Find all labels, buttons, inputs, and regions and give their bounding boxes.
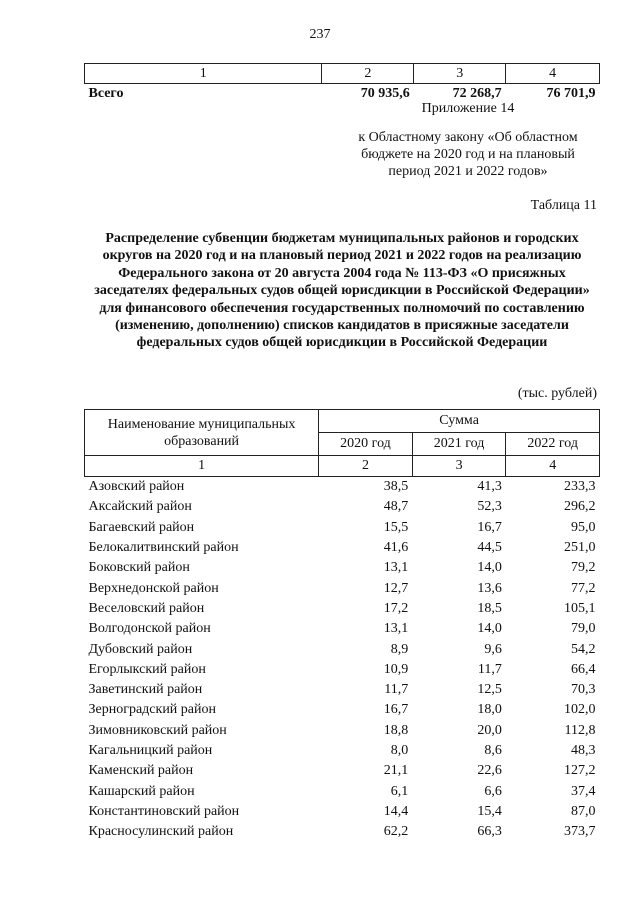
district-name: Белокалитвинский район: [88, 540, 239, 556]
value-2022: 79,0: [571, 621, 596, 637]
table-row: [85, 619, 600, 639]
value-2021: 66,3: [477, 824, 502, 840]
table-row: [85, 639, 600, 659]
table-row: [85, 558, 600, 578]
value-2021: 6,6: [484, 783, 502, 799]
page-number: 237: [309, 27, 331, 42]
table-row: [85, 477, 600, 498]
table-row: [85, 518, 600, 538]
district-name: Заветинский район: [88, 682, 203, 698]
header-year: 2020 год: [319, 433, 413, 456]
value-2021: 13,6: [477, 580, 502, 596]
value-2022: 296,2: [564, 499, 596, 515]
value-2021: 11,7: [477, 661, 502, 677]
value-2020: 17,2: [383, 600, 409, 616]
district-name: Боковский район: [88, 560, 190, 576]
table-row: [85, 660, 600, 680]
column-number: 3: [414, 64, 506, 84]
value-2022: 54,2: [571, 641, 596, 657]
value-2022: 251,0: [564, 540, 596, 556]
header-year: 2021 год: [412, 433, 506, 456]
value-2021: 41,3: [477, 479, 502, 495]
value-2022: 127,2: [564, 763, 596, 779]
value-2021: 44,5: [477, 540, 502, 556]
table-row: [85, 700, 600, 720]
value-2022: 77,2: [571, 580, 596, 596]
document-title: Распределение субвенции бюджетам муниципальных районов и городских округов на 2020 год и на плановый период 2021 и 2022 годов на реализацию Федерального закона от 20 августа 2004 года № 113-ФЗ «О присяжных заседателях федеральных судов общей юрисдикции в Российской Федерации» для финансового обеспечения государственных полномочий по составлению (изменению, дополнению) списков кандидатов в присяжные заседатели федеральных судов общей юрисдикции в Российской Федерации: [94, 231, 590, 351]
value-2022: 70,3: [571, 682, 596, 698]
subvention-table: [84, 409, 600, 842]
table-row: [85, 680, 600, 700]
header-name: Наименование муниципальных образований: [85, 410, 319, 456]
table-row: [85, 822, 600, 842]
value-2021: 16,7: [477, 519, 502, 535]
previous-table-continuation: [84, 63, 600, 103]
table-row: [85, 781, 600, 801]
value-2020: 14,4: [383, 803, 409, 819]
value-2020: 8,0: [390, 743, 409, 758]
value-2022: 87,0: [571, 803, 596, 819]
value-2022: 233,3: [564, 479, 596, 495]
value-2020: 48,7: [383, 499, 409, 515]
district-name: Каменский район: [88, 763, 194, 779]
table-row: [85, 802, 600, 822]
column-number: 4: [506, 64, 600, 84]
column-number: 2: [319, 456, 413, 477]
value-2021: 15,4: [477, 803, 502, 819]
district-name: Константиновский район: [88, 803, 240, 819]
total-value: 72 268,7: [452, 86, 502, 101]
table-row: [85, 761, 600, 781]
value-2020: 41,6: [383, 540, 409, 556]
value-2020: 12,7: [383, 580, 409, 596]
district-name: Кашарский район: [88, 783, 195, 799]
district-name: Аксайский район: [88, 499, 192, 515]
appendix-note: [340, 100, 596, 180]
table-row: [85, 599, 600, 619]
district-name: Кагальницкий район: [88, 743, 213, 758]
value-2021: 14,0: [477, 560, 502, 576]
table-row: [85, 721, 600, 741]
column-number: 4: [506, 456, 600, 477]
value-2021: 18,0: [477, 702, 502, 718]
value-2021: 20,0: [477, 722, 502, 738]
value-2021: 22,6: [477, 763, 502, 779]
value-2022: 79,2: [571, 560, 596, 576]
value-2020: 62,2: [383, 824, 409, 840]
appendix-description: к Областному закону «Об областном бюджете на 2020 год и на плановый период 2021 и 2022 годов»: [358, 130, 578, 179]
column-number: 1: [85, 64, 322, 84]
value-2022: 102,0: [564, 702, 596, 718]
value-2022: 66,4: [571, 661, 596, 677]
table-row: [85, 538, 600, 558]
value-2020: 11,7: [384, 682, 409, 698]
value-2020: 15,5: [383, 519, 409, 535]
district-name: Зерноградский район: [88, 702, 216, 718]
total-value: 70 935,6: [360, 86, 410, 101]
district-name: Волгодонской район: [88, 621, 211, 637]
units-label: (тыс. рублей): [517, 386, 597, 401]
value-2021: 14,0: [477, 621, 502, 637]
value-2021: 18,5: [477, 600, 502, 616]
header-row: [85, 410, 600, 433]
district-name: Багаевский район: [88, 519, 195, 535]
value-2021: 9,6: [484, 641, 502, 657]
table-row: [85, 578, 600, 598]
value-2021: 52,3: [477, 499, 502, 515]
value-2020: 13,1: [383, 560, 409, 576]
total-value: 76 701,9: [546, 86, 596, 101]
table-row: [85, 497, 600, 517]
value-2020: 8,9: [390, 641, 409, 657]
district-name: Веселовский район: [88, 600, 205, 616]
table-row: [85, 741, 600, 761]
table-body: [85, 477, 600, 843]
column-number-row: [85, 64, 600, 84]
district-name: Верхнедонской район: [88, 580, 219, 596]
column-number: 3: [412, 456, 506, 477]
column-number-row: [85, 456, 600, 477]
value-2020: 10,9: [383, 661, 409, 677]
value-2020: 16,7: [383, 702, 409, 718]
value-2020: 13,1: [383, 621, 409, 637]
district-name: Азовский район: [88, 479, 185, 495]
district-name: Дубовский район: [88, 641, 193, 657]
value-2020: 18,8: [383, 722, 409, 738]
value-2022: 37,4: [571, 783, 596, 799]
header-year: 2022 год: [506, 433, 600, 456]
total-label: Всего: [88, 86, 124, 101]
district-name: Зимовниковский район: [88, 722, 227, 738]
value-2022: 373,7: [564, 824, 596, 840]
column-number: 2: [322, 64, 414, 84]
value-2022: 95,0: [571, 519, 596, 535]
value-2020: 21,1: [383, 763, 409, 779]
district-name: Красносулинский район: [88, 824, 234, 840]
value-2022: 112,8: [564, 722, 596, 738]
district-name: Егорлыкский район: [88, 661, 206, 677]
value-2022: 48,3: [571, 743, 596, 758]
column-number: 1: [85, 456, 319, 477]
value-2021: 12,5: [477, 682, 502, 698]
value-2020: 6,1: [390, 783, 409, 799]
appendix-title: Приложение 14: [421, 101, 515, 116]
value-2021: 8,6: [484, 743, 502, 758]
header-sum: Сумма: [319, 410, 600, 433]
table-label: Таблица 11: [530, 198, 597, 213]
value-2022: 105,1: [564, 600, 596, 616]
value-2020: 38,5: [383, 479, 409, 495]
